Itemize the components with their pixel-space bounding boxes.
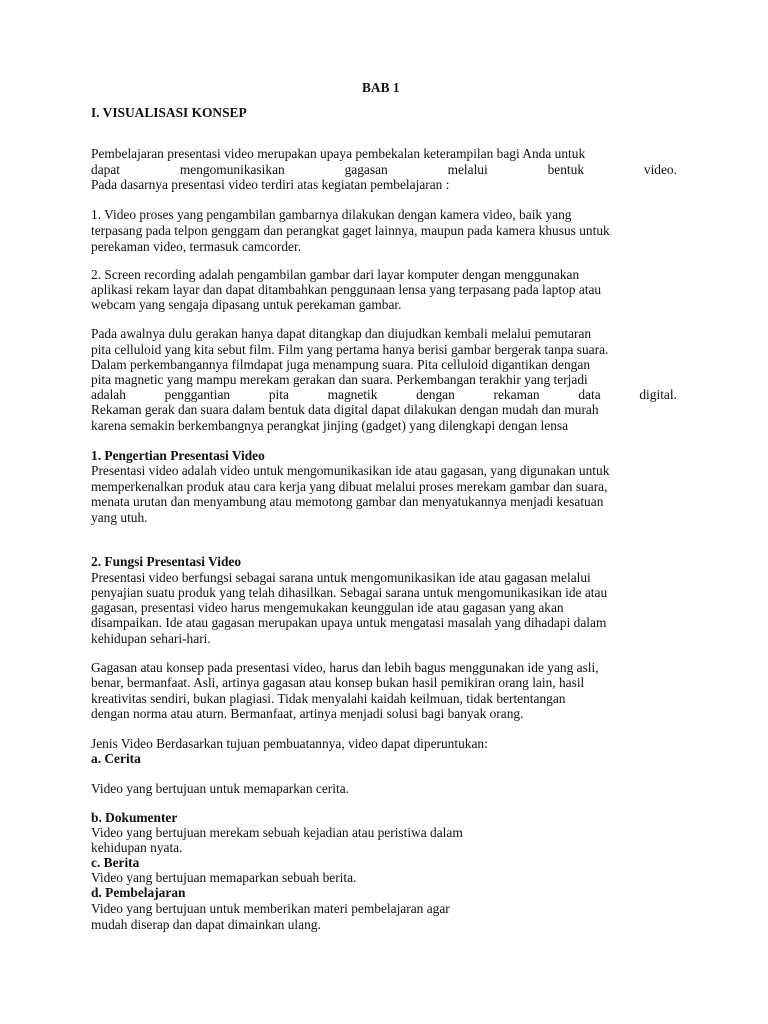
history-word: rekaman	[493, 387, 540, 402]
intro-word: mengomunikasikan	[179, 162, 285, 177]
type-c-heading: c. Berita	[91, 855, 140, 870]
item2-line-2: aplikasi rekam layar dan dapat ditambahkan penggunaan lensa yang terpasang pada laptop atau	[91, 282, 602, 297]
intro-word: gagasan	[344, 162, 388, 177]
history-line-2: pita celluloid yang kita sebut film. Film yang pertama hanya berisi gambar bergerak tanpa suara.	[91, 342, 609, 357]
type-b-heading: b. Dokumenter	[91, 810, 178, 825]
type-b-line-1: Video yang bertujuan merekam sebuah kejadian atau peristiwa dalam	[91, 825, 463, 840]
history-line-4: pita magnetic yang mampu merekam gerakan dan suara. Perkembangan terakhir yang terjadi	[91, 372, 588, 387]
definition-line-3: menata urutan dan menyambung atau memotong gambar dan menyatukannya menjadi kesatuan	[91, 494, 604, 509]
intro-word: bentuk	[547, 162, 585, 177]
history-line-6: Rekaman gerak dan suara dalam bentuk data digital dapat dilakukan dengan mudah dan murah	[91, 402, 599, 417]
type-c-text: Video yang bertujuan memaparkan sebuah berita.	[91, 870, 357, 885]
item1-line-3: perekaman video, termasuk camcorder.	[91, 239, 302, 254]
function-line-4: disampaikan. Ide atau gagasan merupakan upaya untuk mengatasi masalah yang dihadapi dalam	[91, 615, 607, 630]
history-word: magnetik	[327, 387, 378, 402]
type-a-heading: a. Cerita	[91, 751, 141, 766]
item2-line-1: 2. Screen recording adalah pengambilan gambar dari layar komputer dengan menggunakan	[91, 267, 580, 282]
type-d-line-2: mudah diserap dan dapat dimainkan ulang.	[91, 917, 321, 932]
history-line-3: Dalam perkembangannya filmdapat juga menampung suara. Pita celluloid digantikan dengan	[91, 357, 591, 372]
definition-line-2: memperkenalkan produk atau cara kerja yang dibuat melalui proses merekam gambar dan suara,	[91, 479, 608, 494]
type-d-heading: d. Pembelajaran	[91, 885, 186, 900]
history-line-7: karena semakin berkembangnya perangkat jinjing (gadget) yang dilengkapi dengan lensa	[91, 418, 569, 433]
definition-line-1: Presentasi video adalah video untuk mengomunikasikan ide atau gagasan, yang digunakan untuk	[91, 463, 610, 478]
function-line-3: gagasan, presentasi video harus mengemukakan keunggulan ide atau gagasan yang akan	[91, 600, 564, 615]
types-intro: Jenis Video Berdasarkan tujuan pembuatannya, video dapat diperuntukan:	[91, 736, 488, 751]
history-word: dengan	[416, 387, 455, 402]
type-b-line-2: kehidupan nyata.	[91, 840, 183, 855]
type-d-line-1: Video yang bertujuan untuk memberikan materi pembelajaran agar	[91, 901, 450, 916]
history-line-1: Pada awalnya dulu gerakan hanya dapat ditangkap dan diujudkan kembali melalui pemutaran	[91, 326, 592, 341]
history-word: adalah	[91, 387, 126, 402]
function-line-1: Presentasi video berfungsi sebagai sarana untuk mengomunikasikan ide atau gagasan melalui	[91, 570, 591, 585]
concept-line-4: dengan norma atau aturn. Bermanfaat, artinya menjadi solusi bagi banyak orang.	[91, 706, 524, 721]
function-heading: 2. Fungsi Presentasi Video	[91, 554, 242, 569]
history-line-5	[91, 387, 677, 403]
item2-line-3: webcam yang sengaja dipasang untuk perekaman gambar.	[91, 297, 402, 312]
definition-heading: 1. Pengertian Presentasi Video	[91, 448, 265, 463]
function-line-2: penyajian suatu produk yang telah dihasilkan. Sebagai sarana untuk mengomunikasikan ide atau	[91, 585, 608, 600]
history-word: digital.	[639, 387, 677, 402]
concept-line-3: kreativitas sendiri, bukan plagiasi. Tidak menyalahi kaidah keilmuan, tidak bertentangan	[91, 691, 566, 706]
chapter-title: BAB 1	[362, 80, 400, 95]
section-title: I. VISUALISASI KONSEP	[91, 105, 247, 120]
item1-line-1: 1. Video proses yang pengambilan gambarnya dilakukan dengan kamera video, baik yang	[91, 207, 572, 222]
definition-line-4: yang utuh.	[91, 510, 148, 525]
intro-line-3: Pada dasarnya presentasi video terdiri atas kegiatan pembelajaran :	[91, 177, 450, 192]
intro-word: dapat	[91, 162, 120, 177]
history-word: data	[578, 387, 601, 402]
concept-line-1: Gagasan atau konsep pada presentasi video, harus dan lebih bagus menggunakan ide yang asli,	[91, 660, 599, 675]
intro-line-2	[91, 162, 677, 178]
intro-word: melalui	[447, 162, 488, 177]
intro-line-1: Pembelajaran presentasi video merupakan upaya pembekalan keterampilan bagi Anda untuk	[91, 146, 586, 161]
type-a-text: Video yang bertujuan untuk memaparkan cerita.	[91, 781, 349, 796]
history-word: pita	[268, 387, 289, 402]
item1-line-2: terpasang pada telpon genggam dan perangkat gaget lainnya, maupun pada kamera khusus untuk	[91, 223, 610, 238]
concept-line-2: benar, bermanfaat. Asli, artinya gagasan atau konsep bukan hasil pemikiran orang lain, hasil	[91, 675, 585, 690]
function-line-5: kehidupan sehari-hari.	[91, 631, 211, 646]
intro-word: video.	[643, 162, 677, 177]
history-word: penggantian	[164, 387, 231, 402]
